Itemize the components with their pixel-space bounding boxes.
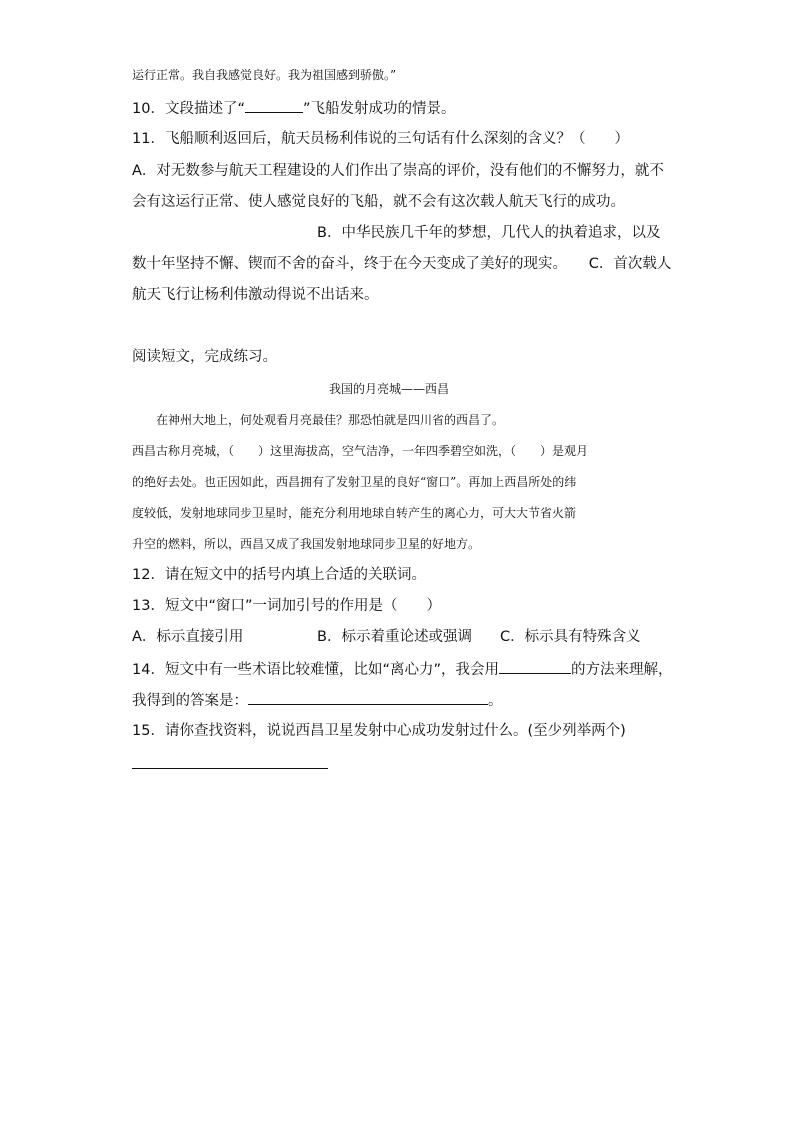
question-14-line2 [132, 690, 503, 711]
question-12: 12．请在短文中的括号内填上合适的关联词。 [132, 567, 426, 583]
q10-text-after: ”飞船发射成功的情景。 [302, 101, 456, 117]
q15-answer-line[interactable] [132, 768, 328, 769]
question-11-option-a-line2: 会有这运行正常、使人感觉良好的飞船，就不会有这次载人航天飞行的成功。 [132, 194, 625, 210]
question-13-stem: 13．短文中“窗口”一词加引号的作用是（ ） [132, 598, 441, 614]
question-14 [132, 659, 672, 680]
question-11-stem: 11．飞船顺利返回后，航天员杨利伟说的三句话有什么深刻的含义？（ ） [132, 131, 629, 147]
passage-title: 我国的月亮城——西昌 [329, 382, 450, 396]
question-13-option-b: B．标示着重论述或强调 [317, 629, 472, 645]
question-13-option-a: A．标示直接引用 [132, 629, 244, 645]
question-10 [132, 98, 455, 119]
passage-line-5: 升空的燃料，所以，西昌又成了我国发射地球同步卫星的好地方。 [132, 537, 481, 551]
q14-line2-end: 。 [488, 693, 503, 709]
q14-method-blank[interactable] [499, 659, 571, 674]
question-13-option-c: C．标示具有特殊含义 [500, 629, 641, 645]
q14-text-after: 的方法来理解， [570, 662, 673, 678]
q10-answer-blank[interactable] [245, 98, 303, 113]
previous-passage-tail: 运行正常。我自我感觉良好。我为祖国感到骄傲。” [132, 68, 397, 82]
passage-line-2: 西昌古称月亮城，（ ）这里海拔高，空气洁净，一年四季碧空如洗，（ ）是观月 [132, 444, 589, 458]
passage-line-1: 在神州大地上，何处观看月亮最佳？那恐怕就是四川省的西昌了。 [156, 413, 505, 427]
q14-text-before: 14．短文中有一些术语比较难懂，比如“离心力”，我会用 [132, 662, 499, 678]
reading-instruction: 阅读短文，完成练习。 [132, 349, 277, 365]
passage-line-4: 度较低，发射地球同步卫星时，能充分利用地球自转产生的离心力，可大大节省火箭 [132, 506, 577, 520]
passage-line-3: 的绝好去处。也正因如此，西昌拥有了发射卫星的良好“窗口”。再加上西昌所处的纬 [132, 475, 577, 489]
question-15: 15．请你查找资料，说说西昌卫星发射中心成功发射过什么。(至少列举两个) [132, 723, 626, 739]
question-11-option-b-line1: B．中华民族几千年的梦想，几代人的执着追求，以及 [317, 225, 661, 241]
q10-text-before: 10．文段描述了“ [132, 101, 245, 117]
q14-answer-label: 我得到的答案是： [132, 693, 248, 709]
question-11-option-c-line2: 航天飞行让杨利伟激动得说不出话来。 [132, 287, 379, 303]
q14-answer-blank[interactable] [248, 690, 488, 705]
question-11-option-bc-line: 数十年坚持不懈、锲而不舍的奋斗，终于在今天变成了美好的现实。 C．首次载人 [132, 256, 672, 272]
question-11-option-a-line1: A．对无数参与航天工程建设的人们作出了崇高的评价，没有他们的不懈努力，就不 [132, 163, 664, 179]
